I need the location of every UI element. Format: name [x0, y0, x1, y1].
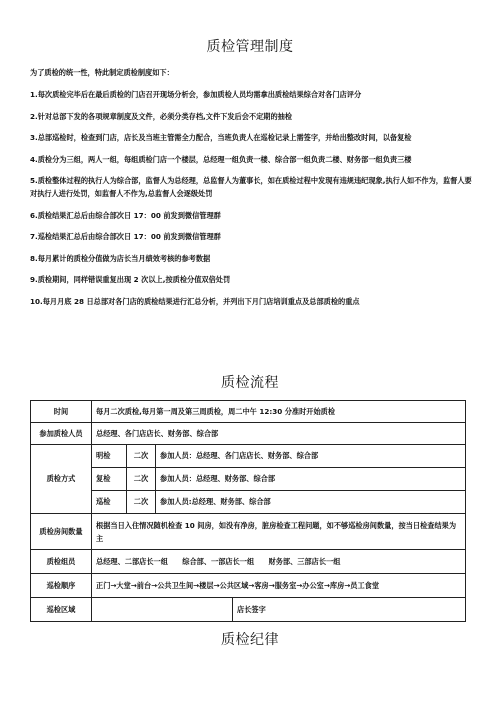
- sign-cell: [233, 598, 466, 622]
- method-people: 参加人员:总经理、财务部、综合部: [156, 491, 466, 514]
- method-times: 二次: [127, 468, 156, 491]
- method-kind: 巡检: [92, 491, 127, 514]
- method-kind: 明检: [92, 445, 127, 468]
- method-label: 质检方式: [31, 445, 92, 514]
- rule-item: 10.每月月底 28 日总部对各门店的质检结果进行汇总分析，并列出下月门店培训重点及总部质检的重点: [30, 296, 360, 306]
- method-row: [92, 468, 465, 491]
- order-value: 正门→大堂→前台→公共卫生间→楼层→公共区域→客房→服务室→办公室→库房→员工食堂: [92, 574, 466, 598]
- intro-text: 为了质检的统一性，特此制定质检制度如下：: [30, 68, 174, 77]
- sign-label: 店长签字: [237, 604, 266, 614]
- method-times: 二次: [127, 491, 156, 514]
- order-label: 巡检顺序: [31, 574, 92, 598]
- rule-item: 8.每月累计的质检分值做为店长当月绩效考核的参考数据: [30, 253, 211, 263]
- rule-item: 2.针对总部下发的各项规章制度及文件，必须分类存档,文件下发后会不定期的抽检: [30, 111, 293, 121]
- title-discipline: 质检纪律: [221, 632, 279, 648]
- process-table: [30, 400, 466, 622]
- method-people: 参加人员：总经理、财务部、综合部: [156, 468, 466, 491]
- title-management-system: 质检管理制度: [206, 39, 294, 55]
- table-row-rooms: [31, 514, 466, 550]
- method-times: 二次: [127, 445, 156, 468]
- method-subtable: [92, 445, 465, 513]
- table-row-group: [31, 550, 466, 574]
- method-row: [92, 491, 465, 514]
- rule-item: 7.巡检结果汇总后由综合部次日 17：00 前发到微信管理群: [30, 232, 221, 241]
- time-value: 每月二次质检,每月第一周及第三周质检，周二中午 12:30 分准时开始质检: [92, 401, 466, 423]
- rule-item: 6.质检结果汇总后由综合部次日 17：00 前发到微信管理群: [30, 210, 221, 220]
- title-process: 质检流程: [221, 375, 279, 391]
- rule-item: 5.质检整体过程的执行人为综合部，监督人为总经理，总监督人为董事长，如在质检过程中发现有违规违纪现象,执行人如不作为，监督人要对执行人进行处罚，如监督人不作为,总监督人会逐级处罚: [30, 176, 472, 198]
- area-value: [92, 598, 233, 622]
- staff-value: 总经理、各门店店长、财务部、综合部: [92, 423, 466, 445]
- time-label: 时间: [31, 401, 92, 423]
- rule-item: 1.每次质检完毕后在最后质检的门店召开现场分析会，参加质检人员均需拿出质检结果综合对各门店评分: [30, 90, 362, 99]
- group-label: 质检组员: [31, 550, 92, 574]
- table-row-time: [31, 401, 466, 423]
- group-value: 总经理、二部店长一组 综合部、一部店长一组 财务部、三部店长一组: [92, 550, 466, 574]
- table-row-staff: [31, 423, 466, 445]
- rooms-label: 质检房间数量: [31, 514, 92, 550]
- table-row-method: [31, 445, 466, 514]
- method-cell: [92, 445, 466, 514]
- method-kind: 复检: [92, 468, 127, 491]
- table-row-area: [31, 598, 466, 622]
- method-row: [92, 445, 465, 468]
- area-label: 巡检区域: [31, 598, 92, 622]
- rule-item: 9.质检期间，同样错误重复出现 2 次以上,按质检分值双倍处罚: [30, 275, 231, 284]
- staff-label: 参加质检人员: [31, 423, 92, 445]
- rule-item: 4.质检分为三组，两人一组，每组质检门店一个楼层，总经理一组负责一楼、综合部一组负责二楼、财务部一组负责三楼: [30, 154, 412, 164]
- rules-list: [30, 88, 476, 316]
- method-people: 参加人员：总经理、各门店店长、财务部、综合部: [160, 451, 319, 460]
- rule-item: 3.总部巡检时，检查到门店，店长及当班主管需全力配合，当班负责人在巡检记录上需签字，并给出整改时间，以备复检: [30, 133, 412, 142]
- rooms-value: 根据当日入住情况随机检查 10 间房，如没有净房，脏房检查工程问题，如不够巡检房间数量，按当日检查结果为主: [92, 514, 466, 550]
- table-row-order: [31, 574, 466, 598]
